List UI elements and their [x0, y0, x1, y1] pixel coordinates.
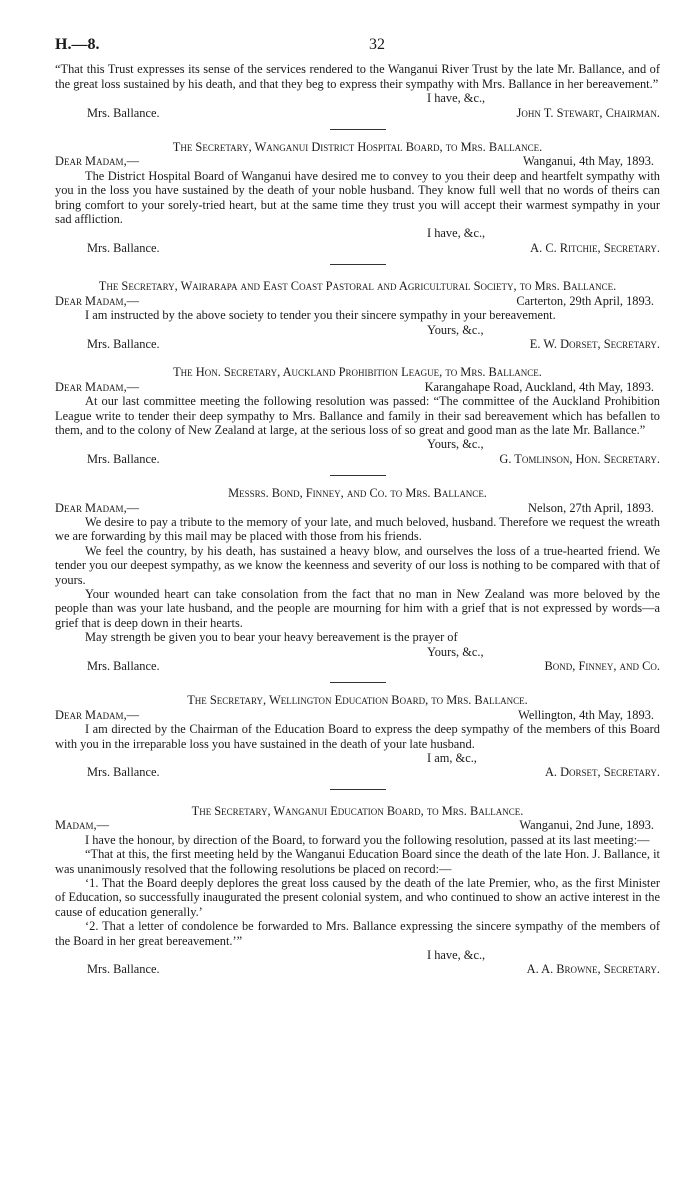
letter-date: Wanganui, 4th May, 1893. — [522, 154, 654, 169]
letter-salutation: Dear Madam,— — [55, 500, 140, 515]
letter-salutation: Dear Madam,— — [55, 707, 140, 722]
letter-paragraph: I have the honour, by direction of the Board, to forward you the following resolution, passed at its last meeting:— — [85, 832, 650, 847]
letter-salutation: Madam,— — [55, 818, 110, 833]
section-divider — [330, 682, 386, 683]
letter-paragraph: May strength be given you to bear your heavy bereavement is the prayer of — [85, 630, 458, 645]
page-number: 32 — [369, 36, 385, 53]
letter-salutation-row — [55, 294, 660, 308]
letter-title: The Hon. Secretary, Auckland Prohibition League, to Mrs. Ballance. — [173, 365, 542, 380]
letter-date: Karangahape Road, Auckland, 4th May, 1893. — [424, 379, 654, 394]
letter-signature-row — [55, 962, 660, 976]
letter-paragraph: ‘1. That the Board deeply deplores the great loss caused by the death of the late Premier, who, as the first Minister of Education, so successfully inaugurated the present colonial system, and who continued to show an active interest in the cause of education generally.’ — [55, 875, 660, 919]
letter-signature: G. Tomlinson, Hon. Secretary. — [499, 451, 660, 466]
letter-signature-row — [55, 765, 660, 779]
letter-salutation-row — [55, 708, 660, 722]
letter-wellington-education — [55, 693, 660, 779]
letter-closing: I am, &c., — [427, 751, 477, 766]
letter-closing: Yours, &c., — [427, 437, 484, 452]
section-divider — [330, 789, 386, 790]
letter-signature: A. Dorset, Secretary. — [544, 765, 660, 780]
letter-title: The Secretary, Wellington Education Board, to Mrs. Ballance. — [187, 693, 528, 708]
section-divider — [330, 264, 386, 265]
letter-date: Wanganui, 2nd June, 1893. — [519, 818, 654, 833]
letter-signature: John T. Stewart, Chairman. — [516, 105, 660, 120]
letter-recipient: Mrs. Ballance. — [87, 765, 160, 780]
letter-date: Carterton, 29th April, 1893. — [516, 293, 654, 308]
letter-signature-row — [55, 241, 660, 255]
letter-recipient: Mrs. Ballance. — [87, 105, 160, 120]
letter-signature-row — [55, 337, 660, 351]
letter-paragraph: We desire to pay a tribute to the memory of your late, and much beloved, husband. Therefore we request the wreath we are forwarding by this mail may be placed with those from his friends. — [55, 514, 660, 544]
letter-salutation-row — [55, 380, 660, 394]
page-header — [55, 38, 660, 52]
section-divider — [330, 475, 386, 476]
letter-closing: I have, &c., — [427, 947, 486, 962]
letter-paragraph: We feel the country, by his death, has sustained a heavy blow, and ourselves the loss of a true-hearted friend. We tender you our deepest sympathy, as we know the keenness and severity of our loss is nothing to be compared with that of yours. — [55, 543, 660, 587]
letter-closing: I have, &c., — [427, 226, 486, 241]
letter-title: The Secretary, Wairarapa and East Coast Pastoral and Agricultural Society, to Mrs. Ballance. — [98, 279, 617, 294]
letter-signature: A. A. Browne, Secretary. — [526, 962, 660, 977]
letter-wanganui-education — [55, 804, 660, 977]
letter-signature-row — [55, 106, 660, 120]
letter-date: Wellington, 4th May, 1893. — [518, 707, 654, 722]
letter-river-trust — [55, 62, 660, 120]
letter-salutation: Dear Madam,— — [55, 154, 140, 169]
letter-title: Messrs. Bond, Finney, and Co. to Mrs. Ballance. — [228, 486, 487, 501]
letter-signature: A. C. Ritchie, Secretary. — [530, 240, 660, 255]
letter-recipient: Mrs. Ballance. — [87, 962, 160, 977]
letter-paragraph: At our last committee meeting the following resolution was passed: “The committee of the Auckland Prohibition League write to tender their deep sympathy to Mrs. Ballance and family in their sad bereavement which has befallen to them, and to the colony of New Zealand at large, at the serious loss of so great and good man as the late Mr. Ballance.” — [55, 394, 660, 437]
letter-prohibition-league — [55, 365, 660, 466]
letter-salutation-row — [55, 501, 660, 515]
letter-signature-row — [55, 452, 660, 466]
letter-paragraph: ‘2. That a letter of condolence be forwarded to Mrs. Ballance expressing the sincere sympathy of the members of the Board in her great bereavement.’” — [55, 919, 660, 948]
section-divider — [330, 129, 386, 130]
letter-bond-finney — [55, 486, 660, 673]
letter-closing: Yours, &c., — [427, 644, 484, 659]
letter-recipient: Mrs. Ballance. — [87, 240, 160, 255]
letter-salutation: Dear Madam,— — [55, 293, 140, 308]
letter-paragraph: “That this Trust expresses its sense of the services rendered to the Wanganui River Trust by the late Mr. Ballance, and of the great loss sustained by his death, and that they beg to express their sympathy with Mrs. Ballance in her bereavement.” — [55, 62, 660, 91]
letter-signature: Bond, Finney, and Co. — [544, 659, 660, 674]
letter-wairarapa-society — [55, 279, 660, 351]
letter-paragraph: Your wounded heart can take consolation from the fact that no man in New Zealand was more beloved by the people than was your late husband, and the people are mourning for him with a grief that is not expressed by words—a grief that is deep down in their hearts. — [55, 587, 660, 630]
letter-paragraph: I am instructed by the above society to tender you their sincere sympathy in your bereavement. — [85, 308, 556, 323]
letter-salutation: Dear Madam,— — [55, 379, 140, 394]
letter-title: The Secretary, Wanganui Education Board, to Mrs. Ballance. — [191, 803, 524, 818]
letter-paragraph: The District Hospital Board of Wanganui have desired me to convey to you their deep and heartfelt sympathy with you in the loss you have sustained by the death of your noble husband. They know full well that no words of theirs can bring comfort to your sorely-tried heart, but at the same time they trust you will accept their warmest sympathy in your sad affliction. — [55, 168, 660, 227]
letter-recipient: Mrs. Ballance. — [87, 659, 160, 674]
letter-title: The Secretary, Wanganui District Hospital Board, to Mrs. Ballance. — [172, 140, 543, 155]
letter-closing: I have, &c., — [427, 91, 486, 106]
letter-signature: E. W. Dorset, Secretary. — [529, 336, 660, 351]
letter-salutation-row — [55, 818, 660, 832]
letter-paragraph: “That at this, the first meeting held by the Wanganui Education Board since the death of the late Hon. J. Ballance, it was unanimously resolved that the following resolutions be placed on record:— — [55, 847, 660, 876]
letter-date: Nelson, 27th April, 1893. — [528, 500, 654, 515]
letter-salutation-row — [55, 154, 660, 168]
letter-hospital-board — [55, 140, 660, 255]
letter-recipient: Mrs. Ballance. — [87, 336, 160, 351]
letter-closing: Yours, &c., — [427, 322, 484, 337]
document-reference: H.—8. — [55, 36, 100, 53]
letter-signature-row — [55, 659, 660, 673]
letter-recipient: Mrs. Ballance. — [87, 451, 160, 466]
letter-paragraph: I am directed by the Chairman of the Education Board to express the deep sympathy of the members of this Board with you in the irreparable loss you have sustained in the death of your late husband. — [55, 722, 660, 751]
